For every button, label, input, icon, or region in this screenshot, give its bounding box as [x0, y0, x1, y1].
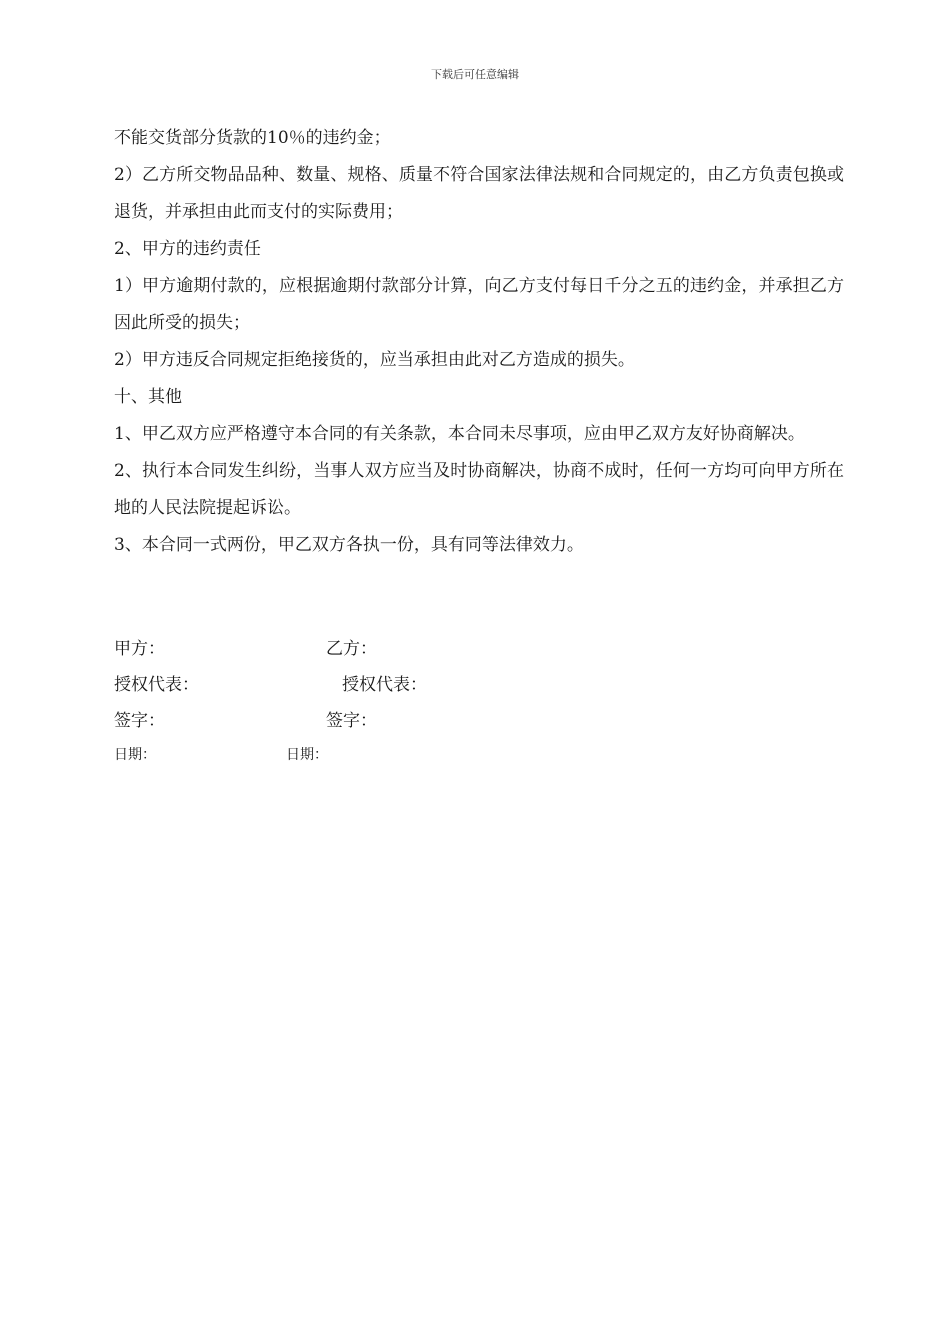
party-b-label: 乙方： — [326, 639, 377, 659]
sign-b-label: 签字： — [326, 711, 377, 731]
rep-b-label: 授权代表： — [342, 675, 427, 695]
paragraph: 十、其他 — [114, 387, 182, 407]
paragraph: 1、甲乙双方应严格遵守本合同的有关条款，本合同未尽事项，应由甲乙双方友好协商解决。 — [114, 424, 805, 444]
paragraph: 3、本合同一式两份，甲乙双方各执一份，具有同等法律效力。 — [114, 535, 584, 555]
paragraph: 2、甲方的违约责任 — [114, 239, 261, 259]
contract-body — [114, 120, 844, 564]
rep-a-label: 授权代表： — [114, 675, 199, 695]
date-b-label: 日期： — [286, 747, 328, 763]
paragraph: 1）甲方逾期付款的，应根据逾期付款部分计算，向乙方支付每日千分之五的违约金，并承担乙方因此所受的损失； — [114, 276, 844, 333]
paragraph: 2）甲方违反合同规定拒绝接货的，应当承担由此对乙方造成的损失。 — [114, 350, 635, 370]
paragraph: 不能交货部分货款的10％的违约金； — [114, 128, 391, 148]
header-note: 下载后可任意编辑 — [431, 68, 519, 81]
sign-a-label: 签字： — [114, 711, 165, 731]
paragraph: 2）乙方所交物品品种、数量、规格、质量不符合国家法律法规和合同规定的，由乙方负责包换或退货，并承担由此而支付的实际费用； — [114, 165, 844, 222]
paragraph: 2、执行本合同发生纠纷，当事人双方应当及时协商解决，协商不成时，任何一方均可向甲方所在地的人民法院提起诉讼。 — [114, 461, 844, 518]
date-a-label: 日期： — [114, 747, 156, 763]
party-a-label: 甲方： — [114, 639, 165, 659]
